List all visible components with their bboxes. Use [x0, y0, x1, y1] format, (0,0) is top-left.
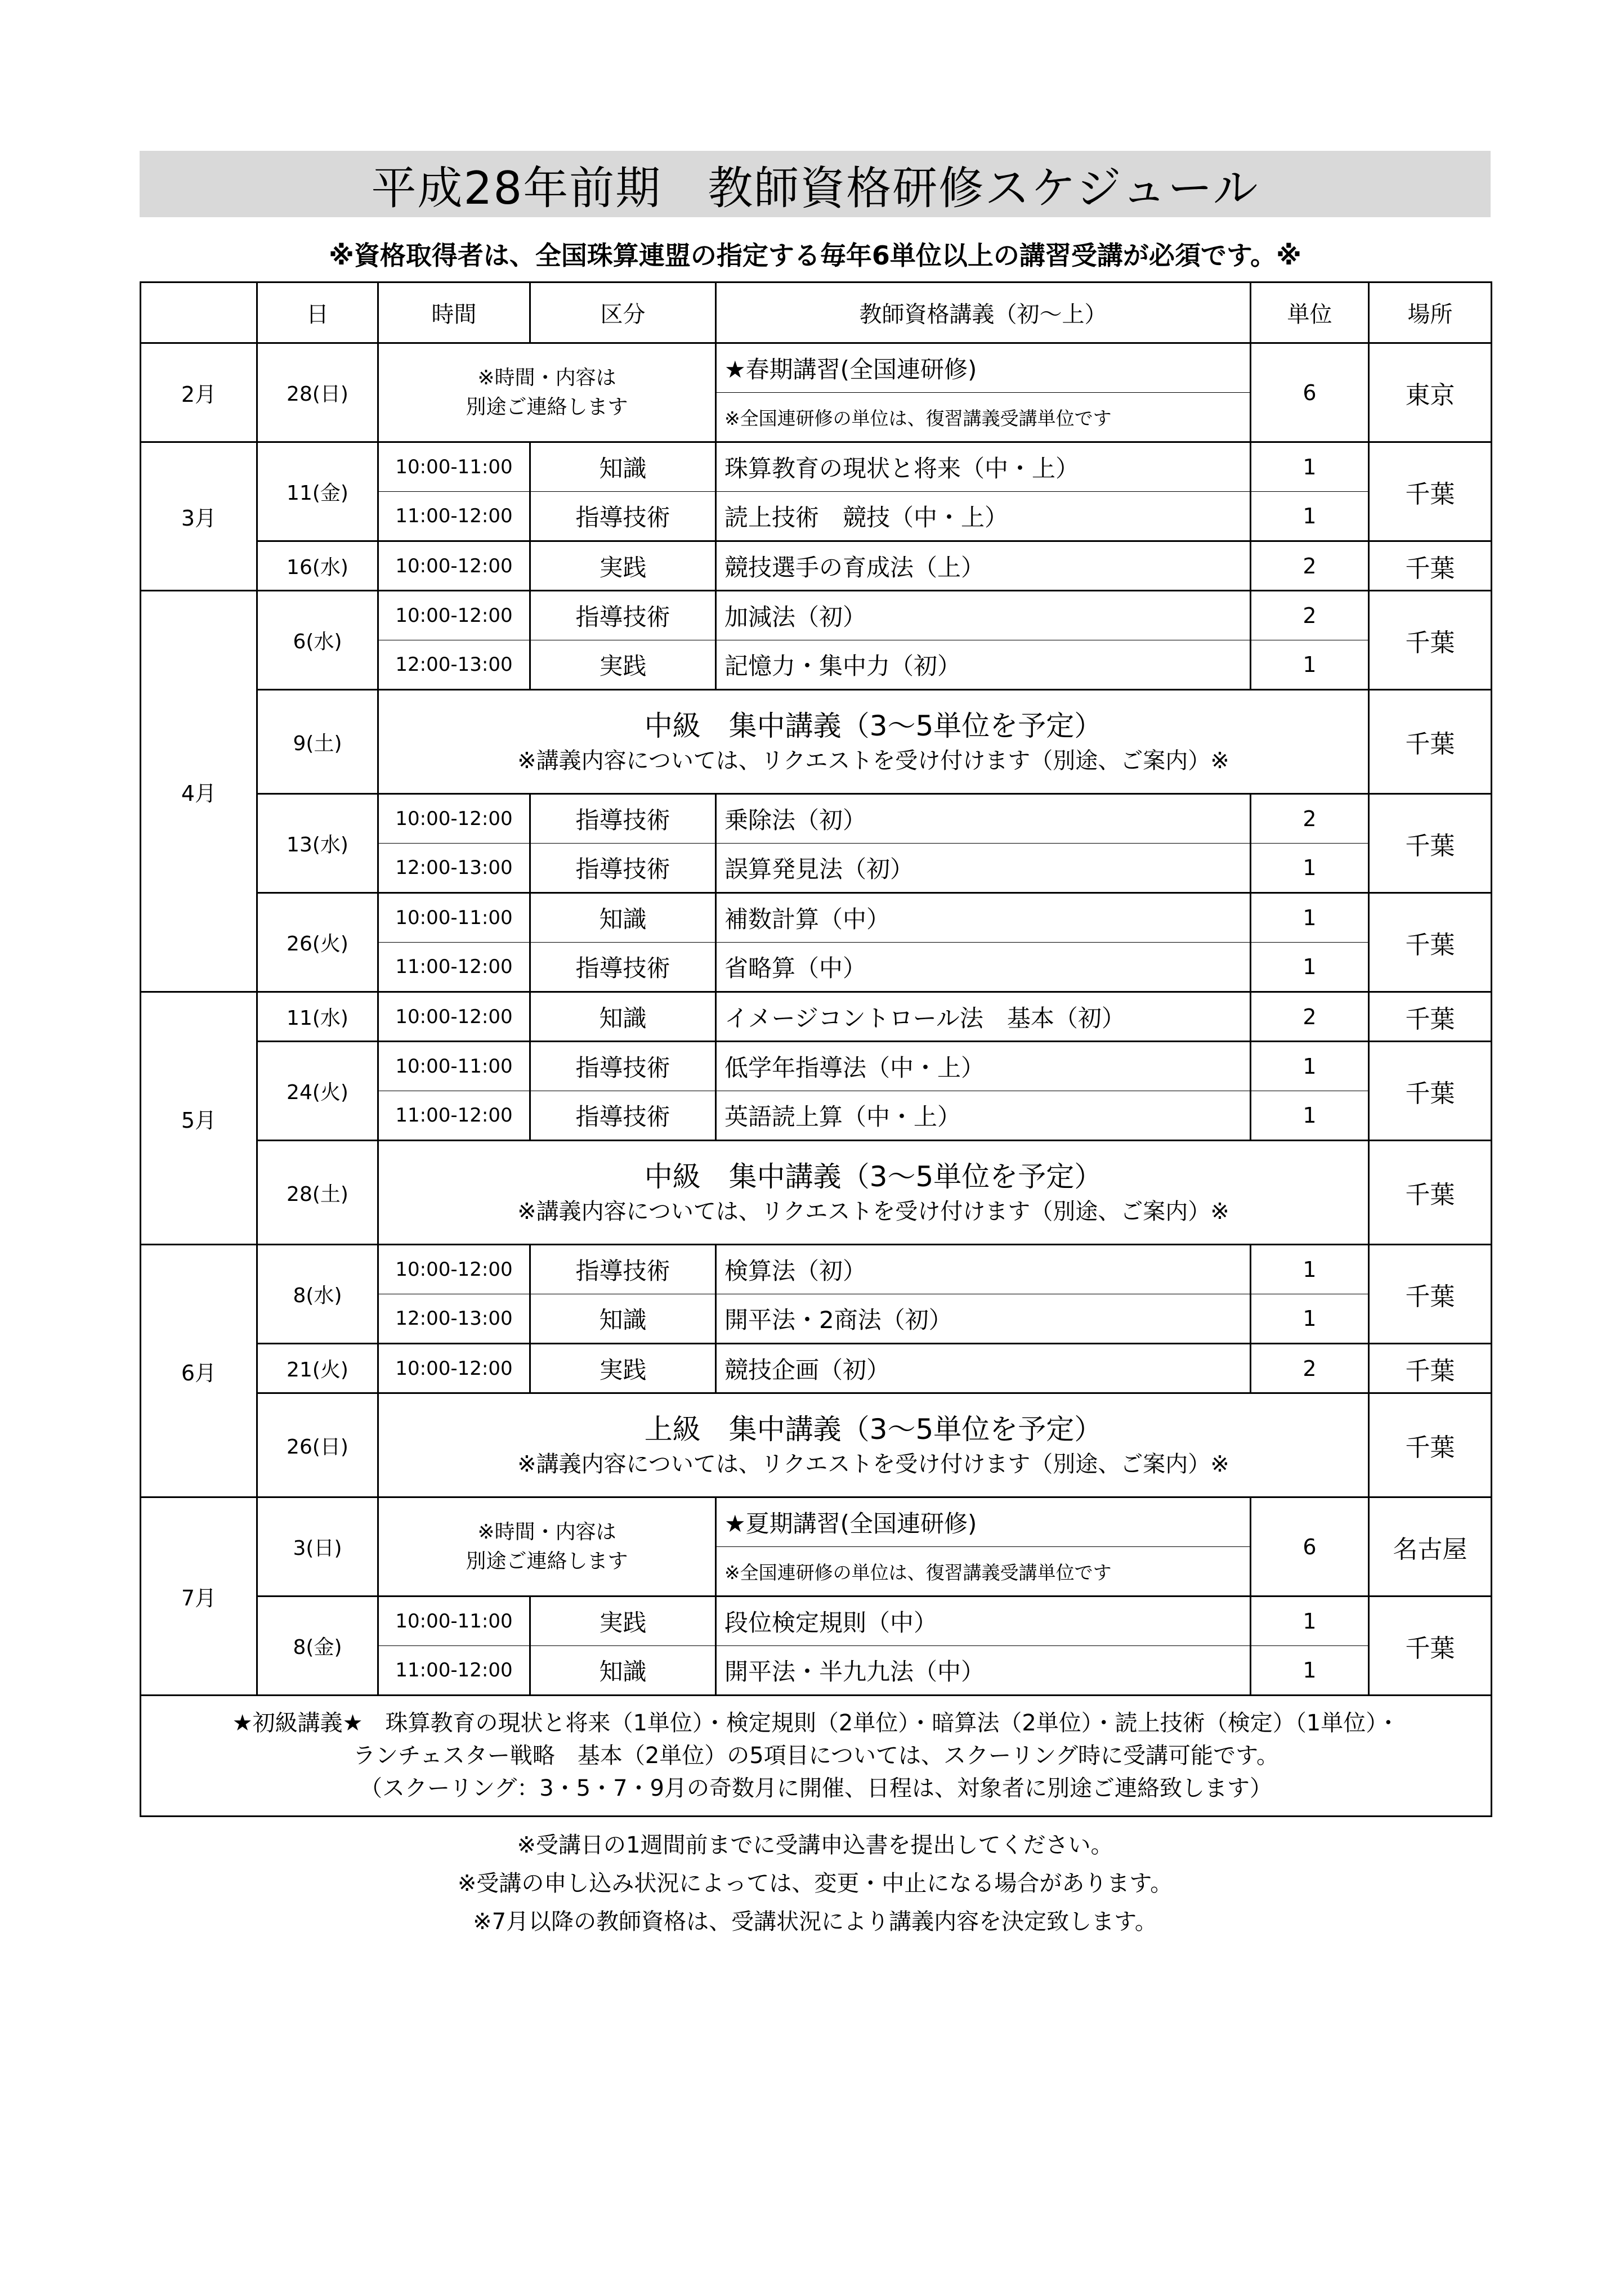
table-row	[141, 794, 1492, 844]
time-cell: 10:00-11:00	[378, 1597, 530, 1646]
units-cell: 1	[1251, 442, 1369, 492]
time-cell: 11:00-12:00	[378, 943, 530, 992]
category-cell: 実践	[530, 541, 716, 591]
note-line: ※7月以降の教師資格は、受講状況により講義内容を決定致します。	[473, 1909, 1157, 1935]
header-category: 区分	[530, 282, 716, 343]
lecture-title: 乗除法（初）	[716, 794, 1251, 844]
units-cell: 1	[1251, 1042, 1369, 1091]
header-place: 場所	[1369, 282, 1492, 343]
table-row	[141, 1393, 1492, 1497]
place-cell: 千葉	[1369, 893, 1492, 992]
day-cell: 8(金)	[257, 1597, 378, 1696]
table-row	[141, 893, 1492, 943]
units-cell: 1	[1251, 640, 1369, 690]
category-cell: 知識	[530, 992, 716, 1042]
table-row	[141, 1141, 1492, 1245]
category-cell: 知識	[530, 442, 716, 492]
day-cell: 28(日)	[257, 343, 378, 442]
category-cell: 指導技術	[530, 591, 716, 640]
category-cell: 指導技術	[530, 794, 716, 844]
header-month	[141, 282, 257, 343]
page-subtitle: ※資格取得者は、全国珠算連盟の指定する毎年6単位以上の講習受講が必須です。※	[329, 240, 1301, 271]
time-cell: 12:00-13:00	[378, 1294, 530, 1344]
footer-line: ★初級講義★ 珠算教育の現状と将来（1単位）・検定規則（2単位）・暗算法（2単位）・読上技術（検定）（1単位）・	[232, 1710, 1400, 1736]
place-cell: 千葉	[1369, 1141, 1492, 1245]
units-cell: 1	[1251, 1091, 1369, 1141]
table-row	[141, 343, 1492, 393]
lecture-title: 段位検定規則（中）	[716, 1597, 1251, 1646]
day-cell: 6(水)	[257, 591, 378, 690]
place-cell: 東京	[1369, 343, 1492, 442]
table-row	[141, 591, 1492, 640]
units-cell: 6	[1251, 343, 1369, 442]
intensive-lecture-title: 上級 集中講義（3～5単位を予定）	[644, 1413, 1103, 1446]
day-cell: 11(水)	[257, 992, 378, 1042]
schedule-table	[140, 281, 1492, 1817]
lecture-title: 読上技術 競技（中・上）	[716, 492, 1251, 541]
intensive-lecture-cell	[378, 690, 1369, 794]
time-cell: 10:00-12:00	[378, 1245, 530, 1294]
units-cell: 2	[1251, 541, 1369, 591]
intensive-lecture-note: ※講義内容については、リクエストを受け付けます（別途、ご案内）※	[517, 1451, 1229, 1477]
units-cell: 6	[1251, 1497, 1369, 1597]
category-cell: 知識	[530, 1294, 716, 1344]
time-cell: 10:00-11:00	[378, 893, 530, 943]
lecture-title: 誤算発見法（初）	[716, 844, 1251, 893]
day-cell: 16(水)	[257, 541, 378, 591]
place-cell: 千葉	[1369, 690, 1492, 794]
time-cell: 10:00-12:00	[378, 992, 530, 1042]
schedule-note-cell	[378, 1497, 716, 1597]
category-cell: 指導技術	[530, 844, 716, 893]
lecture-title: 記憶力・集中力（初）	[716, 640, 1251, 690]
lecture-title: イメージコントロール法 基本（初）	[716, 992, 1251, 1042]
place-cell: 千葉	[1369, 992, 1492, 1042]
units-cell: 2	[1251, 794, 1369, 844]
lecture-title: 加減法（初）	[716, 591, 1251, 640]
units-cell: 1	[1251, 943, 1369, 992]
month-cell: 2月	[141, 343, 257, 442]
lecture-title: 競技企画（初）	[716, 1344, 1251, 1393]
day-cell: 26(火)	[257, 893, 378, 992]
time-cell: 11:00-12:00	[378, 1646, 530, 1696]
lecture-title: 開平法・半九九法（中）	[716, 1646, 1251, 1696]
lecture-title: 補数計算（中）	[716, 893, 1251, 943]
time-cell: 11:00-12:00	[378, 1091, 530, 1141]
place-cell: 千葉	[1369, 442, 1492, 541]
day-cell: 13(水)	[257, 794, 378, 893]
time-cell: 11:00-12:00	[378, 492, 530, 541]
lecture-subnote: ※全国連研修の単位は、復習講義受講単位です	[716, 1547, 1251, 1597]
place-cell: 千葉	[1369, 1344, 1492, 1393]
header-day: 日	[257, 282, 378, 343]
units-cell: 2	[1251, 591, 1369, 640]
intensive-lecture-note: ※講義内容については、リクエストを受け付けます（別途、ご案内）※	[517, 1199, 1229, 1225]
month-cell: 5月	[141, 992, 257, 1245]
intensive-lecture-cell	[378, 1141, 1369, 1245]
category-cell: 実践	[530, 640, 716, 690]
day-cell: 26(日)	[257, 1393, 378, 1497]
units-cell: 1	[1251, 1597, 1369, 1646]
lecture-title: 珠算教育の現状と将来（中・上）	[716, 442, 1251, 492]
table-row	[141, 1497, 1492, 1547]
units-cell: 1	[1251, 844, 1369, 893]
place-cell: 千葉	[1369, 1393, 1492, 1497]
header-lecture: 教師資格講義（初～上）	[716, 282, 1251, 343]
time-cell: 12:00-13:00	[378, 844, 530, 893]
notes-section	[140, 1826, 1491, 1941]
footer-line: ランチェスター戦略 基本（2単位）の5項目については、スクーリング時に受講可能です。	[353, 1743, 1279, 1769]
place-cell: 千葉	[1369, 541, 1492, 591]
footer-line: （スクーリング：3・5・7・9月の奇数月に開催、日程は、対象者に別途ご連絡致します）	[360, 1775, 1272, 1801]
category-cell: 実践	[530, 1344, 716, 1393]
table-row	[141, 690, 1492, 794]
table-row	[141, 442, 1492, 492]
category-cell: 指導技術	[530, 1042, 716, 1091]
table-row	[141, 1597, 1492, 1646]
lecture-title: 低学年指導法（中・上）	[716, 1042, 1251, 1091]
intensive-lecture-title: 中級 集中講義（3～5単位を予定）	[644, 710, 1103, 742]
day-cell: 21(火)	[257, 1344, 378, 1393]
units-cell: 1	[1251, 1646, 1369, 1696]
category-cell: 知識	[530, 893, 716, 943]
table-row	[141, 1344, 1492, 1393]
category-cell: 指導技術	[530, 492, 716, 541]
time-cell: 10:00-12:00	[378, 794, 530, 844]
time-cell: 10:00-12:00	[378, 591, 530, 640]
lecture-subnote: ※全国連研修の単位は、復習講義受講単位です	[716, 393, 1251, 442]
note-line: ※受講日の1週間前までに受講申込書を提出してください。	[517, 1832, 1113, 1858]
lecture-title: ★夏期講習(全国連研修)	[716, 1497, 1251, 1547]
table-row	[141, 1042, 1492, 1091]
table-header-row	[141, 282, 1492, 343]
month-cell: 4月	[141, 591, 257, 992]
schedule-note-cell	[378, 343, 716, 442]
category-cell: 指導技術	[530, 943, 716, 992]
table-row	[141, 1245, 1492, 1294]
schedule-note-line: 別途ご連絡します	[466, 395, 628, 419]
units-cell: 1	[1251, 1245, 1369, 1294]
units-cell: 1	[1251, 492, 1369, 541]
place-cell: 千葉	[1369, 1042, 1492, 1141]
category-cell: 指導技術	[530, 1091, 716, 1141]
place-cell: 千葉	[1369, 591, 1492, 690]
lecture-title: 省略算（中）	[716, 943, 1251, 992]
month-cell: 6月	[141, 1245, 257, 1497]
intensive-lecture-cell	[378, 1393, 1369, 1497]
place-cell: 名古屋	[1369, 1497, 1492, 1597]
category-cell: 実践	[530, 1597, 716, 1646]
place-cell: 千葉	[1369, 1245, 1492, 1344]
table-footer-row	[141, 1696, 1492, 1817]
beginner-lecture-note	[141, 1696, 1492, 1817]
day-cell: 8(水)	[257, 1245, 378, 1344]
table-row	[141, 992, 1492, 1042]
header-time: 時間	[378, 282, 530, 343]
header-units: 単位	[1251, 282, 1369, 343]
schedule-note-line: ※時間・内容は	[477, 1520, 616, 1544]
lecture-title: ★春期講習(全国連研修)	[716, 343, 1251, 393]
schedule-note-line: ※時間・内容は	[477, 366, 616, 389]
lecture-title: 競技選手の育成法（上）	[716, 541, 1251, 591]
month-cell: 7月	[141, 1497, 257, 1696]
intensive-lecture-title: 中級 集中講義（3～5単位を予定）	[644, 1160, 1103, 1193]
lecture-title: 英語読上算（中・上）	[716, 1091, 1251, 1141]
intensive-lecture-note: ※講義内容については、リクエストを受け付けます（別途、ご案内）※	[517, 748, 1229, 774]
time-cell: 10:00-11:00	[378, 442, 530, 492]
time-cell: 10:00-12:00	[378, 541, 530, 591]
lecture-title: 検算法（初）	[716, 1245, 1251, 1294]
note-line: ※受講の申し込み状況によっては、変更・中止になる場合があります。	[457, 1871, 1173, 1896]
day-cell: 24(火)	[257, 1042, 378, 1141]
month-cell: 3月	[141, 442, 257, 591]
day-cell: 28(土)	[257, 1141, 378, 1245]
time-cell: 10:00-12:00	[378, 1344, 530, 1393]
page-title: 平成28年前期 教師資格研修スケジュール	[140, 151, 1491, 217]
table-row	[141, 541, 1492, 591]
units-cell: 1	[1251, 893, 1369, 943]
time-cell: 12:00-13:00	[378, 640, 530, 690]
day-cell: 11(金)	[257, 442, 378, 541]
time-cell: 10:00-11:00	[378, 1042, 530, 1091]
category-cell: 指導技術	[530, 1245, 716, 1294]
lecture-title: 開平法・2商法（初）	[716, 1294, 1251, 1344]
units-cell: 2	[1251, 992, 1369, 1042]
schedule-note-line: 別途ご連絡します	[466, 1549, 628, 1573]
place-cell: 千葉	[1369, 794, 1492, 893]
place-cell: 千葉	[1369, 1597, 1492, 1696]
units-cell: 1	[1251, 1294, 1369, 1344]
day-cell: 9(土)	[257, 690, 378, 794]
day-cell: 3(日)	[257, 1497, 378, 1597]
units-cell: 2	[1251, 1344, 1369, 1393]
category-cell: 知識	[530, 1646, 716, 1696]
